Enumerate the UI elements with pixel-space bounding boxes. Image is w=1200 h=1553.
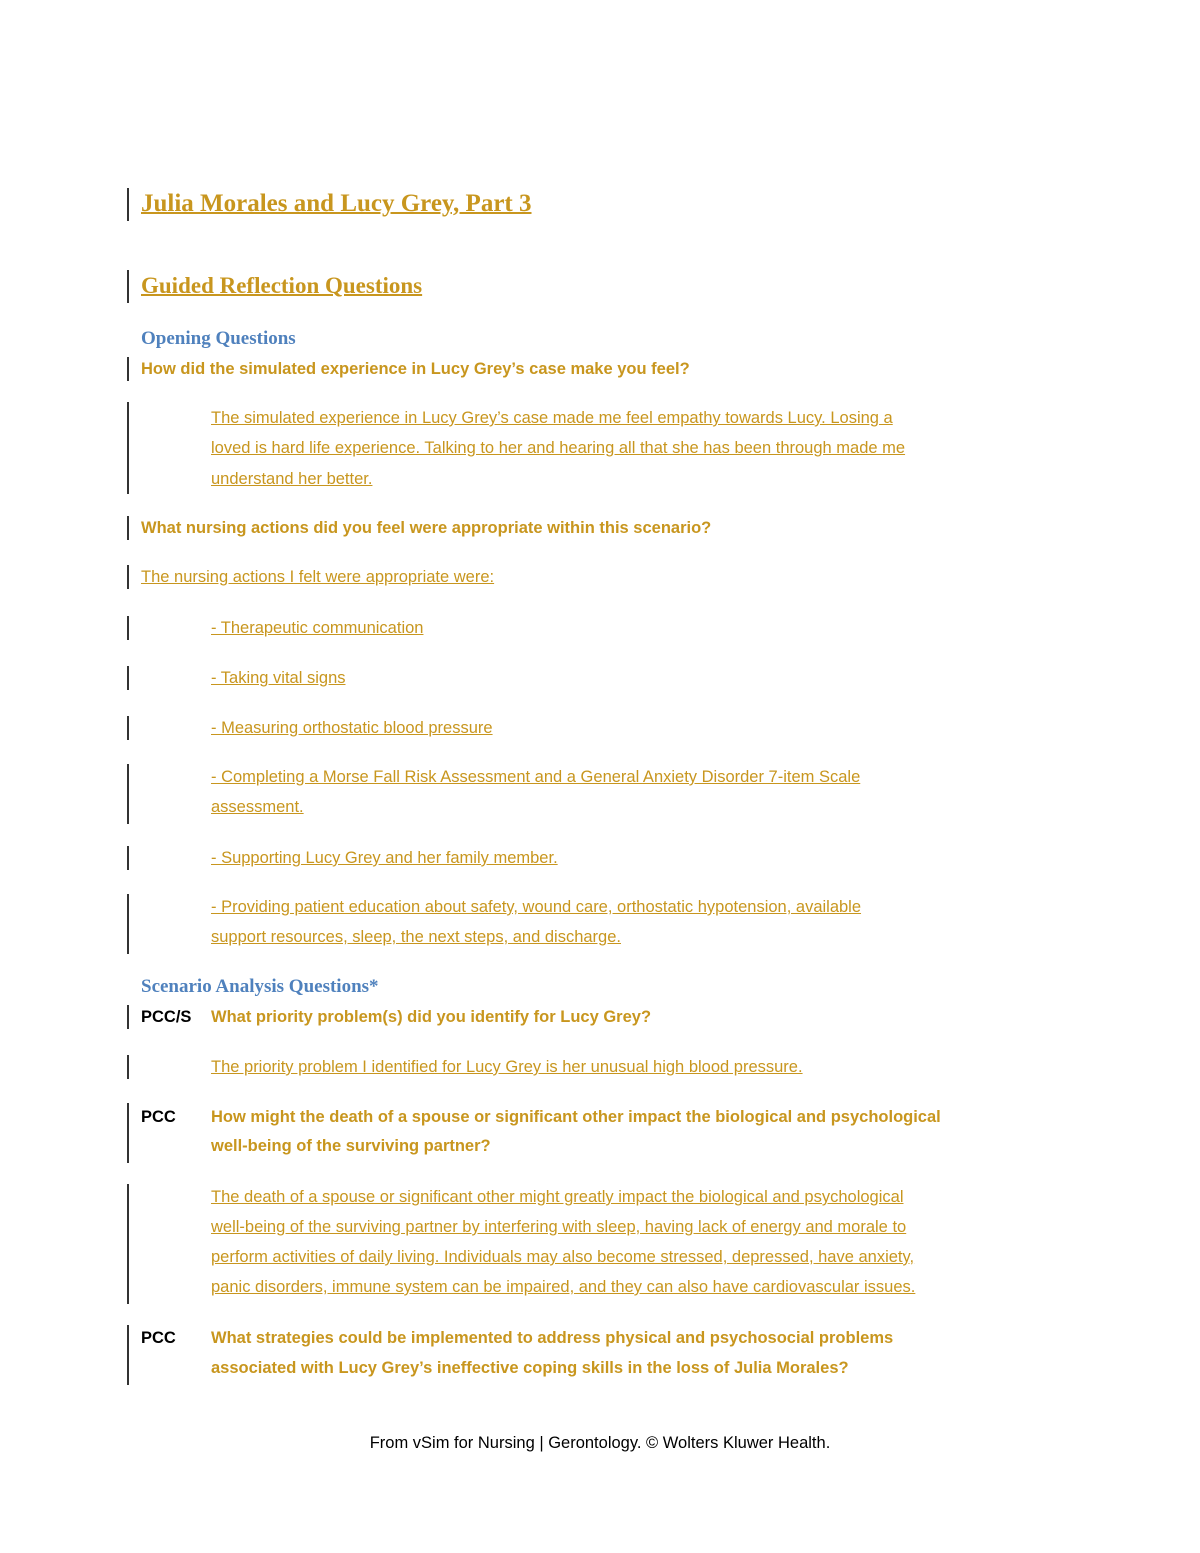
action-item: support resources, sleep, the next steps, and discharge.	[211, 928, 621, 946]
change-bar	[127, 616, 129, 640]
scenario-questions-heading: Scenario Analysis Questions*	[141, 976, 379, 997]
change-bar	[127, 357, 129, 381]
change-bar	[127, 516, 129, 540]
action-item: - Providing patient education about safety, wound care, orthostatic hypotension, available	[211, 898, 862, 916]
question-category-label: PCC/S	[141, 1008, 192, 1026]
answer-line: understand her better.	[211, 470, 373, 488]
change-bar	[127, 1005, 129, 1029]
change-bar	[127, 716, 129, 740]
answer-line: The priority problem I identified for Lucy Grey is her unusual high blood pressure.	[211, 1058, 803, 1076]
question-category-label: PCC	[141, 1329, 176, 1347]
action-item: - Measuring orthostatic blood pressure	[211, 719, 493, 737]
change-bar	[127, 402, 129, 494]
question-text: What priority problem(s) did you identify for Lucy Grey?	[211, 1008, 652, 1026]
answer-line: perform activities of daily living. Individuals may also become stressed, depressed, have anxiety,	[211, 1248, 915, 1266]
answer-line: panic disorders, immune system can be impaired, and they can also have cardiovascular issues.	[211, 1278, 916, 1296]
question-text: What nursing actions did you feel were appropriate within this scenario?	[141, 519, 712, 537]
answer-line: The death of a spouse or significant other might greatly impact the biological and psychological	[211, 1188, 904, 1206]
change-bar	[127, 846, 129, 870]
change-bar	[127, 666, 129, 690]
change-bar	[127, 1103, 129, 1163]
change-bar	[127, 565, 129, 589]
answer-line: loved is hard life experience. Talking to her and hearing all that she has been through made me	[211, 439, 906, 457]
action-item: - Supporting Lucy Grey and her family member.	[211, 849, 558, 867]
change-bar	[127, 1325, 129, 1385]
question-text: How did the simulated experience in Lucy Grey’s case make you feel?	[141, 360, 690, 378]
change-bar	[127, 764, 129, 824]
change-bar	[127, 1184, 129, 1304]
question-text: associated with Lucy Grey’s ineffective coping skills in the loss of Julia Morales?	[211, 1359, 849, 1377]
answer-line: well-being of the surviving partner by interfering with sleep, having lack of energy and morale to	[211, 1218, 907, 1236]
opening-questions-heading: Opening Questions	[141, 328, 296, 349]
action-item: assessment.	[211, 798, 304, 816]
question-category-label: PCC	[141, 1108, 176, 1126]
question-text: How might the death of a spouse or significant other impact the biological and psychological	[211, 1108, 941, 1126]
question-text: What strategies could be implemented to address physical and psychosocial problems	[211, 1329, 894, 1347]
answer-intro: The nursing actions I felt were appropriate were:	[141, 568, 495, 586]
document-title: Julia Morales and Lucy Grey, Part 3	[141, 190, 532, 217]
action-item: - Taking vital signs	[211, 669, 346, 687]
change-bar	[127, 894, 129, 954]
page-footer: From vSim for Nursing | Gerontology. © Wolters Kluwer Health.	[369, 1434, 831, 1452]
section-heading: Guided Reflection Questions	[141, 273, 423, 298]
action-item: - Completing a Morse Fall Risk Assessment and a General Anxiety Disorder 7-item Scale	[211, 768, 861, 786]
change-bar	[127, 1055, 129, 1079]
change-bar	[127, 188, 129, 221]
action-item: - Therapeutic communication	[211, 619, 424, 637]
change-bar	[127, 270, 129, 303]
answer-line: The simulated experience in Lucy Grey’s case made me feel empathy towards Lucy. Losing a	[211, 409, 893, 427]
question-text: well-being of the surviving partner?	[211, 1137, 491, 1155]
